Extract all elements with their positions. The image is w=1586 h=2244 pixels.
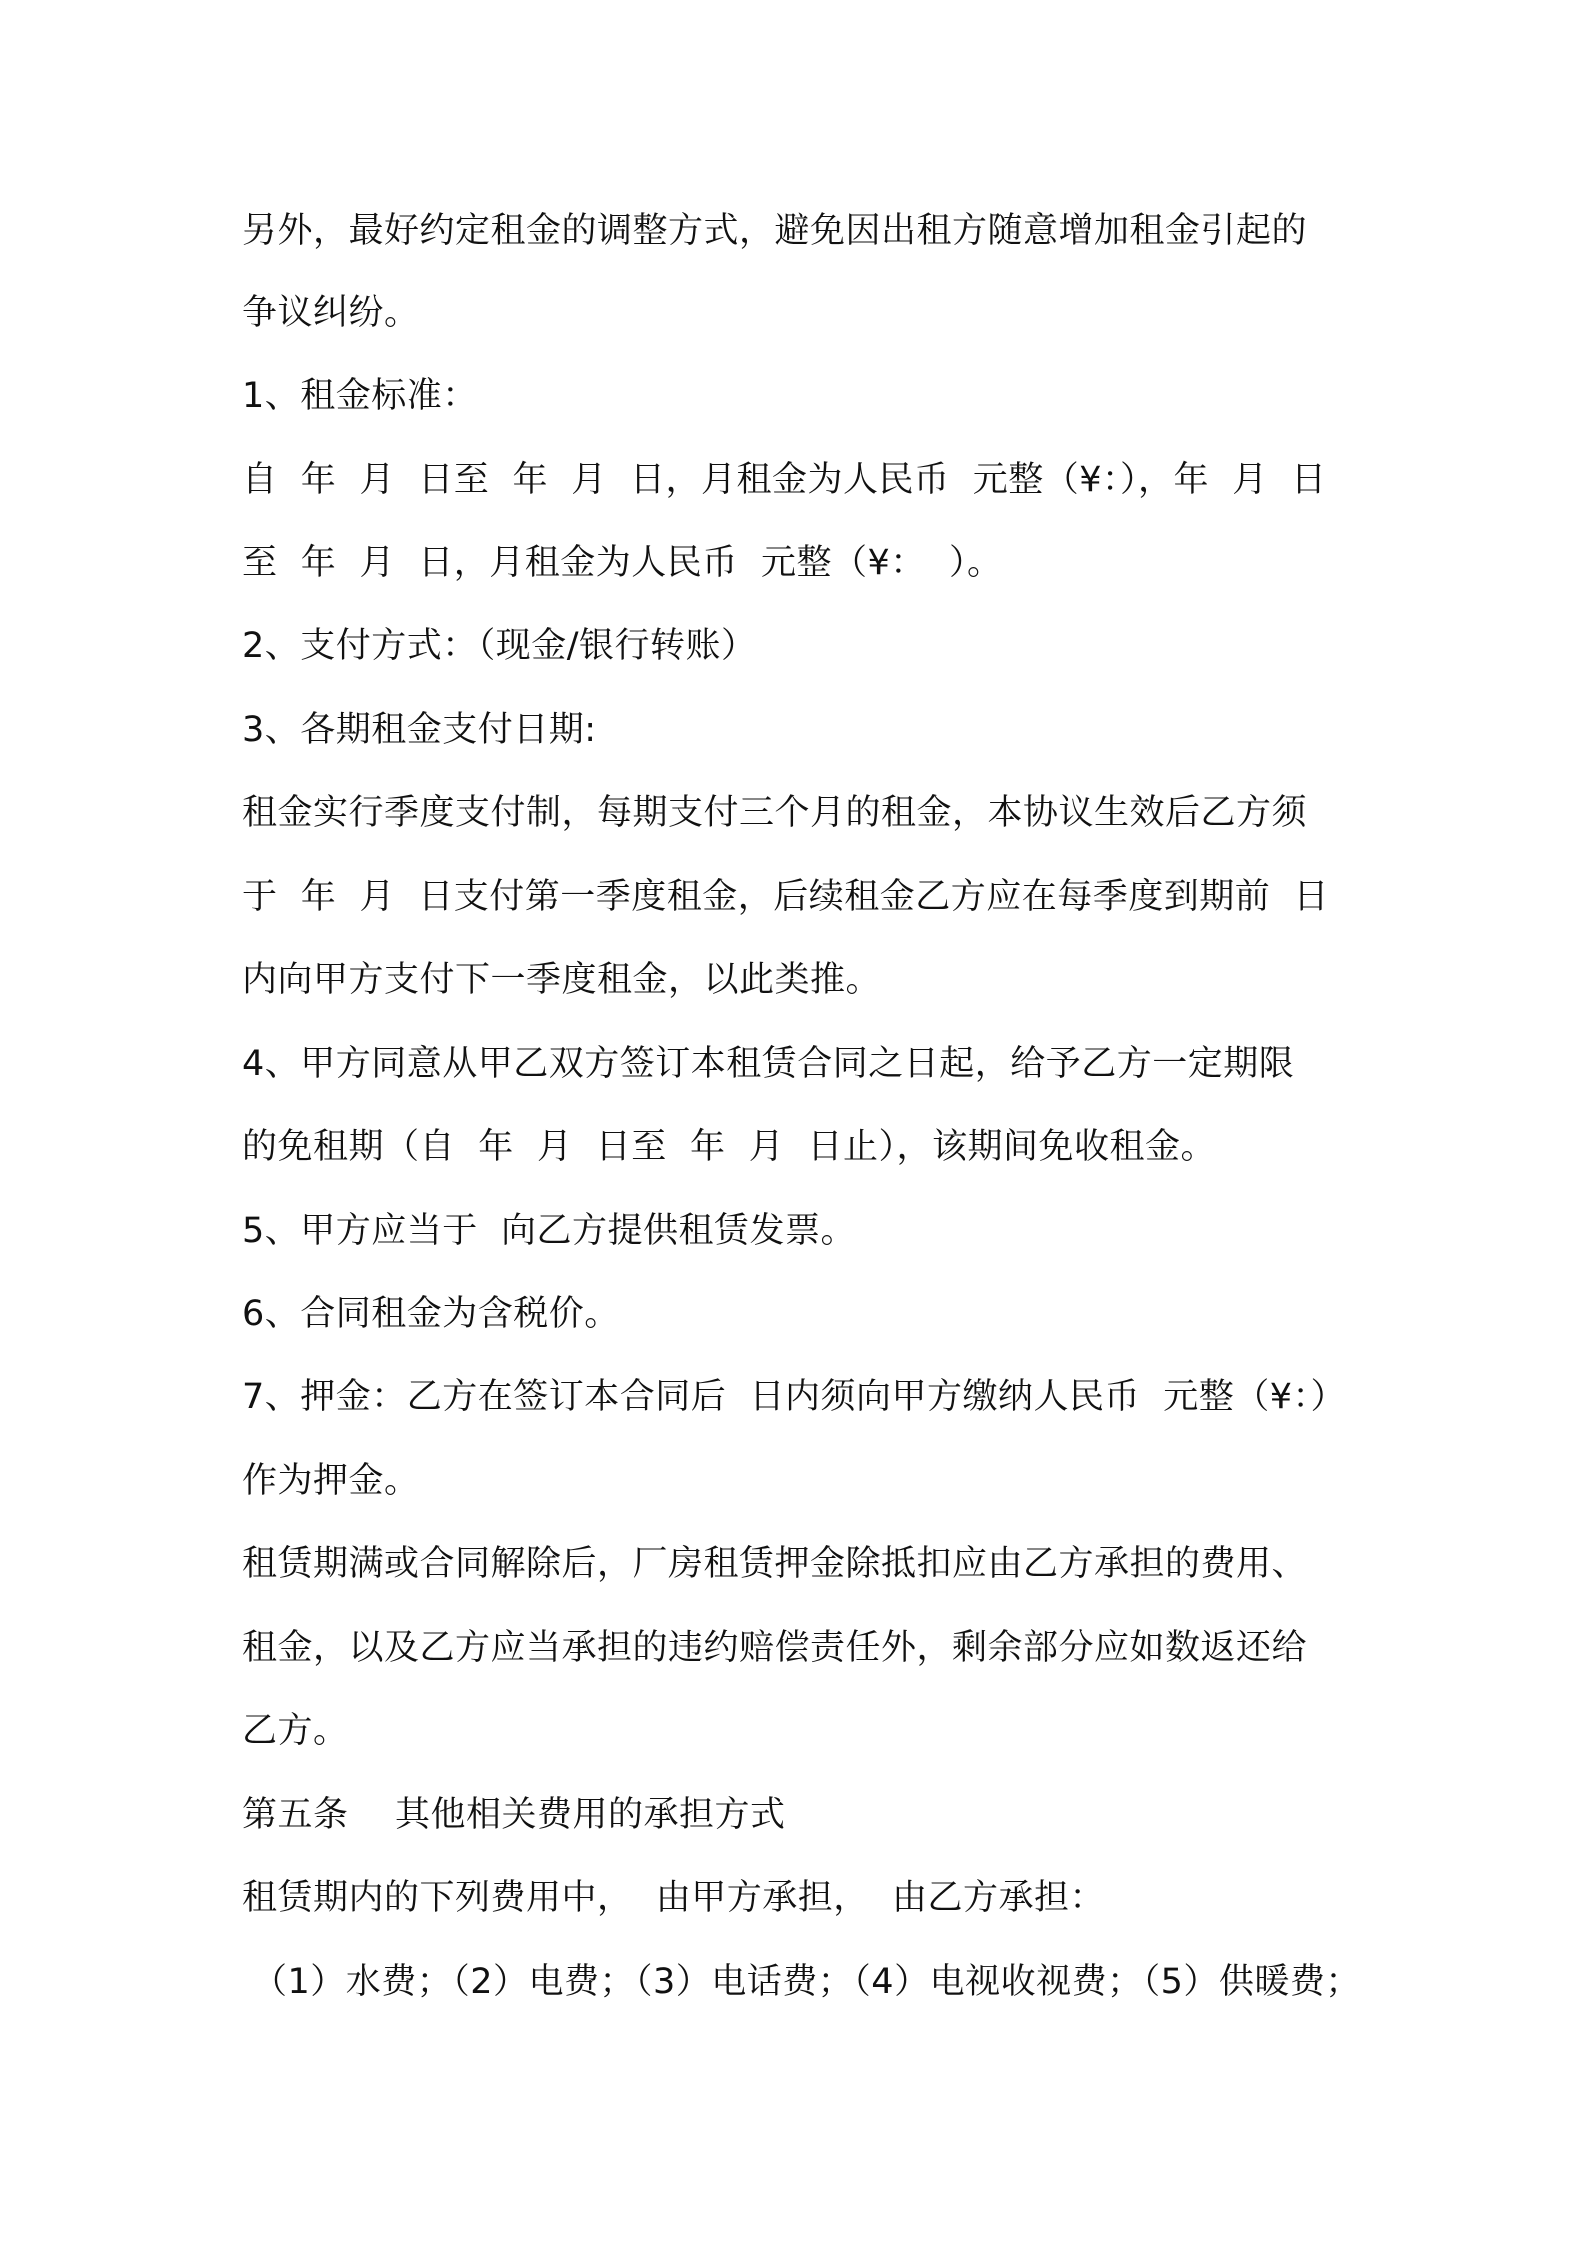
paragraph-line: 租赁期内的下列费用中， 由甲方承担， 由乙方承担： [242,1878,1106,1918]
paragraph-line: 作为押金。 [242,1461,420,1501]
paragraph-line: 于 年 月 日支付第一季度租金，后续租金乙方应在每季度到期前 日 [242,877,1330,917]
paragraph-line: 租金实行季度支付制，每期支付三个月的租金，本协议生效后乙方须 [242,793,1308,833]
list-item-deposit: 7、押金：乙方在签订本合同后 日内须向甲方缴纳人民币 元整（¥：） [242,1377,1347,1417]
paragraph-line: 至 年 月 日，月租金为人民币 元整（¥： ）。 [242,543,1003,583]
paragraph-line: 租赁期满或合同解除后，厂房租赁押金除抵扣应由乙方承担的费用、 [242,1544,1308,1584]
paragraph-line: 争议纠纷。 [242,293,420,333]
paragraph-line: 内向甲方支付下一季度租金，以此类推。 [242,960,882,1000]
section-heading: 第五条 其他相关费用的承担方式 [242,1795,786,1835]
list-item-payment-method: 2、支付方式：（现金/银行转账） [242,626,757,666]
list-item-rent-free-period: 4、甲方同意从甲乙双方签订本租赁合同之日起，给予乙方一定期限 [242,1044,1295,1084]
paragraph-line: 的免租期（自 年 月 日至 年 月 日止），该期间免收租金。 [242,1127,1217,1167]
expense-list-line: （1）水费；（2）电费；（3）电话费；（4）电视收视费；（5）供暖费； [252,1962,1361,2002]
list-item-invoice: 5、甲方应当于 向乙方提供租赁发票。 [242,1211,857,1251]
list-item-tax-inclusive: 6、合同租金为含税价。 [242,1294,620,1334]
list-item-payment-date: 3、各期租金支付日期: [242,710,597,750]
list-item-rent-standard: 1、租金标准： [242,376,478,416]
paragraph-line: 自 年 月 日至 年 月 日，月租金为人民币 元整（¥：），年 月 日 [242,460,1327,500]
paragraph-line: 乙方。 [242,1711,349,1751]
paragraph-line: 租金，以及乙方应当承担的违约赔偿责任外，剩余部分应如数返还给 [242,1628,1308,1668]
paragraph-line: 另外，最好约定租金的调整方式，避免因出租方随意增加租金引起的 [242,211,1308,251]
